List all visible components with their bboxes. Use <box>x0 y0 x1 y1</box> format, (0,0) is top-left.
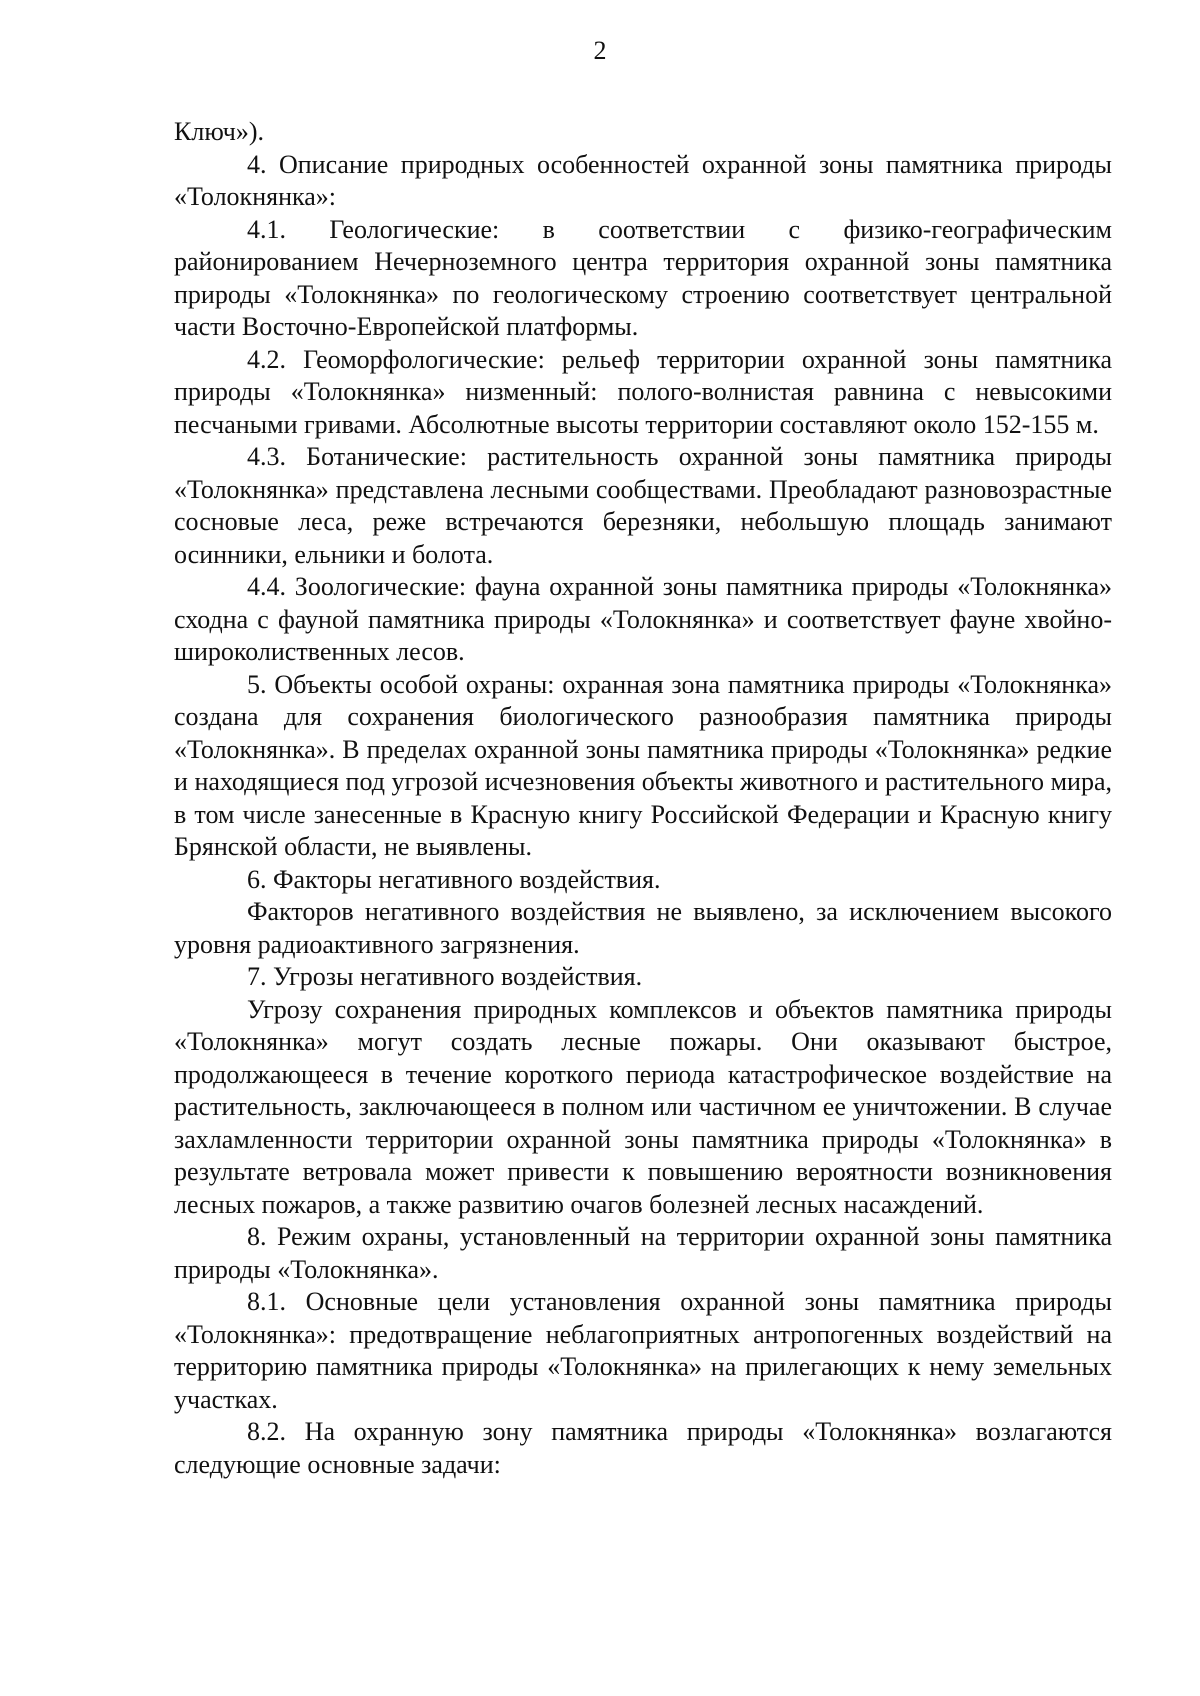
paragraph-4-2: 4.2. Геоморфологические: рельеф территории охранной зоны памятника природы «Толокнянка» низменный: полого-волнистая равнина с невысокими песчаными гривами. Абсолютные высоты территории составляют около 152-155 м. <box>174 344 1112 439</box>
paragraph-8-2: 8.2. На охранную зону памятника природы «Толокнянка» возлагаются следующие основные задачи: <box>174 1417 1112 1479</box>
paragraph-4: 4. Описание природных особенностей охранной зоны памятника природы «Толокнянка»: <box>174 149 1112 211</box>
paragraph-4-3: 4.3. Ботанические: растительность охранной зоны памятника природы «Толокнянка» представлена лесными сообществами. Преобладают разновозрастные сосновые леса, реже встречаются березняки, небольшую площадь занимают осинники, ельники и болота. <box>174 442 1112 569</box>
page-number: 2 <box>593 36 607 65</box>
paragraph-6-body: Факторов негативного воздействия не выявлено, за исключением высокого уровня радиоактивного загрязнения. <box>174 897 1112 959</box>
paragraph-8: 8. Режим охраны, установленный на территории охранной зоны памятника природы «Толокнянка». <box>174 1222 1112 1284</box>
paragraph-7-body: Угрозу сохранения природных комплексов и объектов памятника природы «Толокнянка» могут создать лесные пожары. Они оказывают быстрое, продолжающееся в течение короткого периода катастрофическое воздействие на растительность, заключающееся в полном или частичном ее уничтожении. В случае захламленности территории охранной зоны памятника природы «Толокнянка» в результате ветровала может привести к повышению вероятности возникновения лесных пожаров, а также развитию очагов болезней лесных насаждений. <box>174 994 1112 1219</box>
paragraph-6: 6. Факторы негативного воздействия. <box>247 864 661 894</box>
paragraph-7: 7. Угрозы негативного воздействия. <box>247 962 643 991</box>
paragraph-4-1: 4.1. Геологические: в соответствии с физико-географическим районированием Нечерноземного центра территория охранной зоны памятника природы «Толокнянка» по геологическому строению соответствует центральной части Восточно-Европейской платформы. <box>174 214 1112 341</box>
paragraph-continuation: Ключ»). <box>174 117 264 146</box>
paragraph-4-4: 4.4. Зоологические: фауна охранной зоны памятника природы «Толокнянка» сходна с фауной памятника природы «Толокнянка» и соответствует фауне хвойно-широколиственных лесов. <box>174 572 1112 666</box>
paragraph-5: 5. Объекты особой охраны: охранная зона памятника природы «Толокнянка» создана для сохранения биологического разнообразия памятника природы «Толокнянка». В пределах охранной зоны памятника природы «Толокнянка» редкие и находящиеся под угрозой исчезновения объекты животного и растительного мира, в том числе занесенные в Красную книгу Российской Федерации и Красную книгу Брянской области, не выявлены. <box>174 669 1112 861</box>
paragraph-8-1: 8.1. Основные цели установления охранной зоны памятника природы «Толокнянка»: предотвращение неблагоприятных антропогенных воздействий на территорию памятника природы «Толокнянка» на прилегающих к нему земельных участках. <box>174 1287 1112 1414</box>
document-body <box>174 116 1112 1481</box>
